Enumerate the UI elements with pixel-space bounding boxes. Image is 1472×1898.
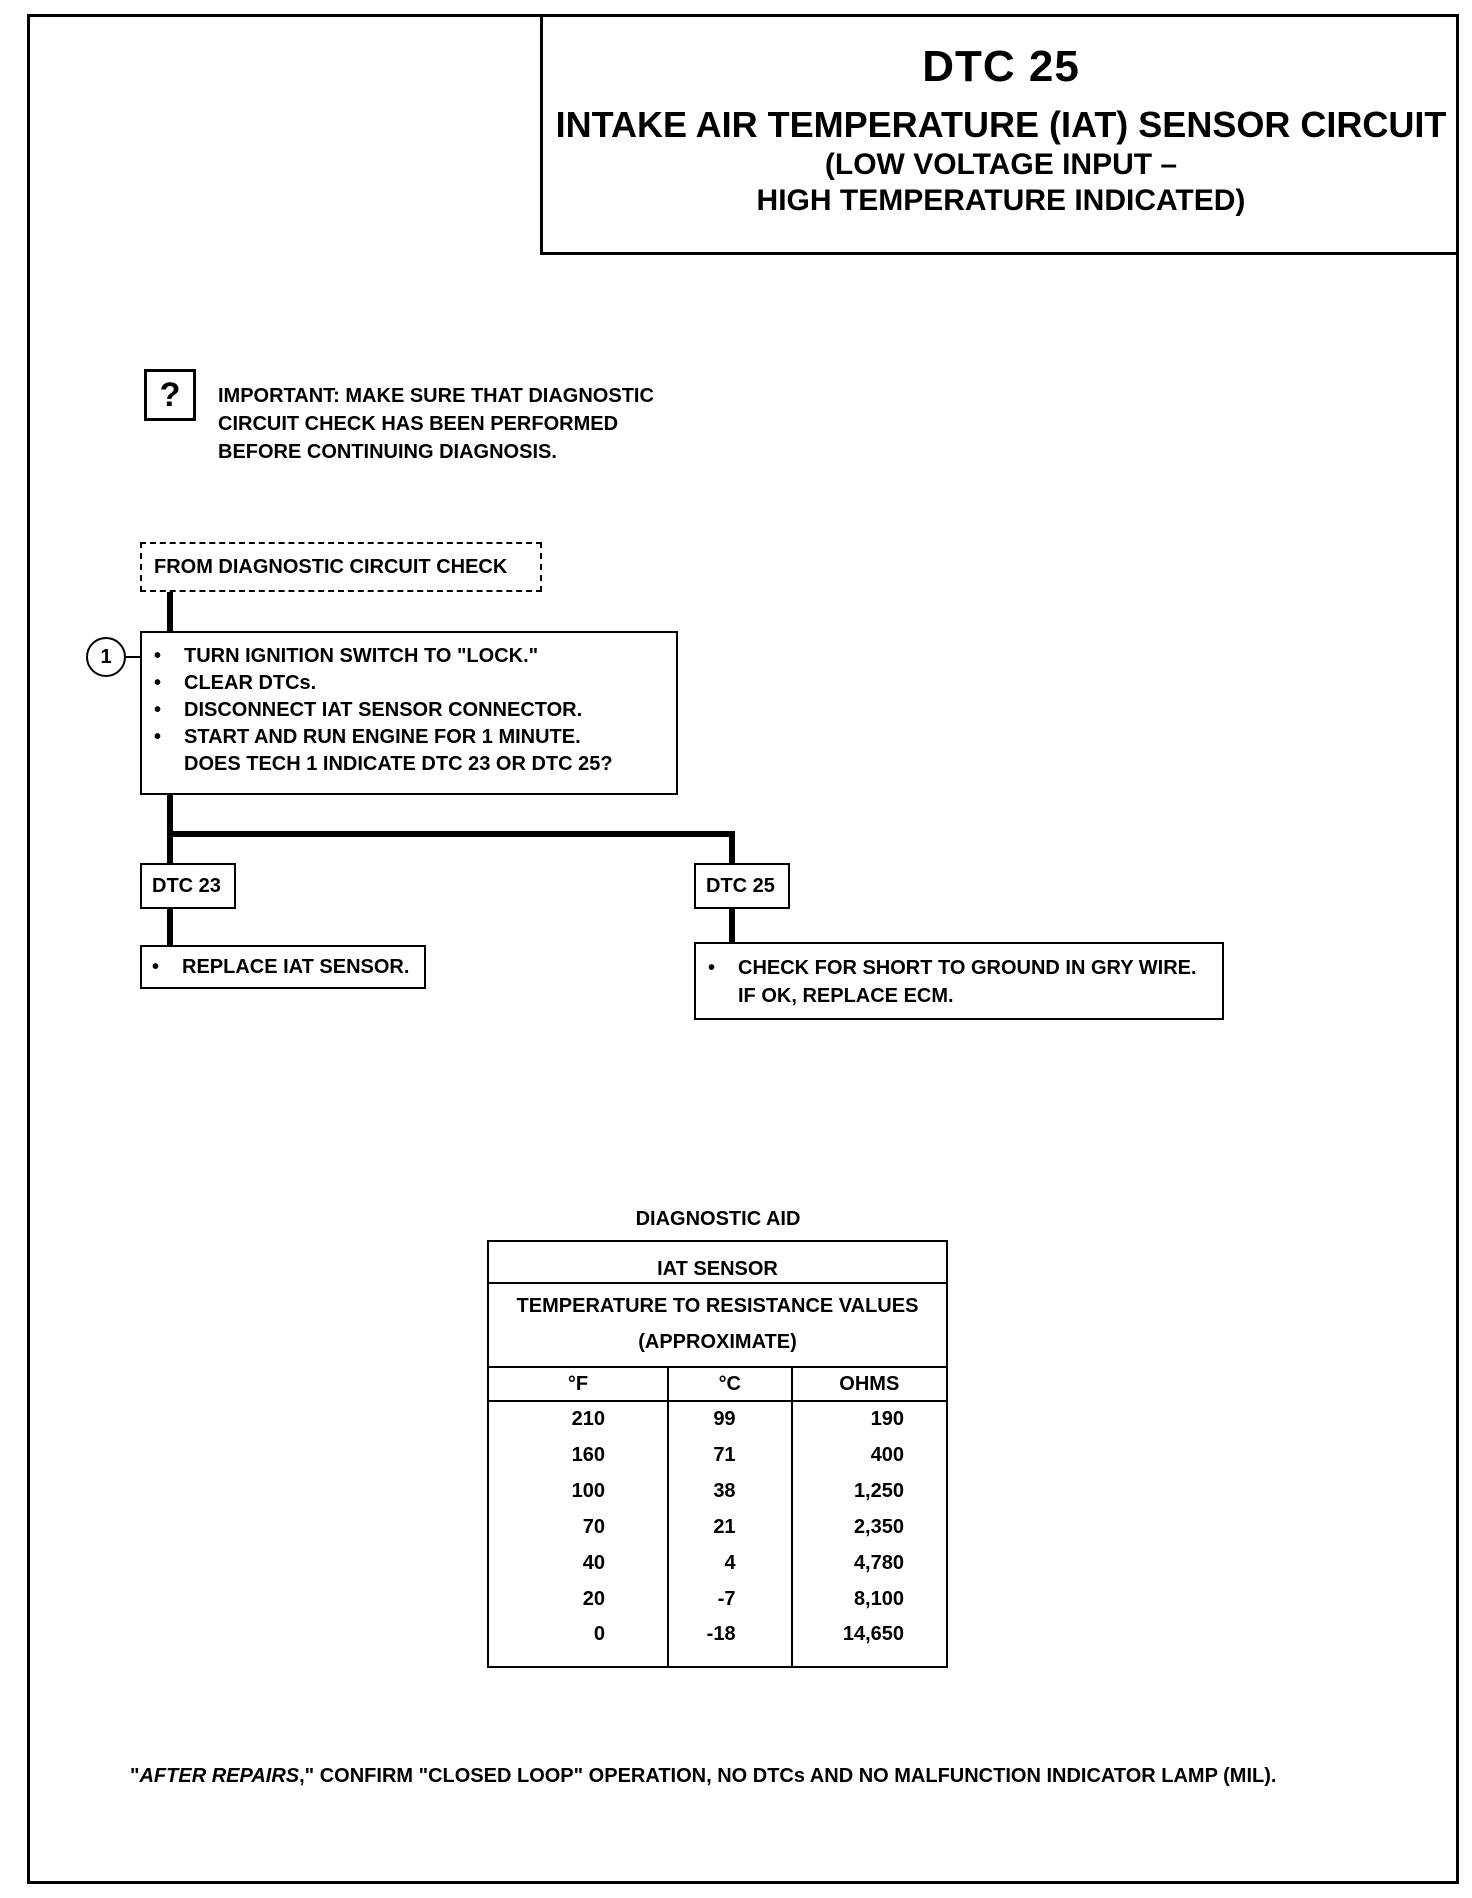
table-header-row [488, 1367, 947, 1401]
connector-branch-horizontal [167, 831, 735, 837]
step-number-badge: 1 [86, 637, 126, 677]
subtitle-line-3: (LOW VOLTAGE INPUT – [824, 148, 1178, 181]
table-title: IAT SENSOR [488, 1241, 947, 1283]
cell-fahrenheit: 160 [488, 1437, 668, 1473]
connector-to-dtc25 [729, 831, 735, 863]
connector-start-to-step [167, 592, 173, 632]
bullet-icon: • [708, 957, 716, 979]
cell-fahrenheit: 0 [488, 1617, 668, 1667]
replace-sensor-box [140, 945, 426, 989]
action-text: REPLACE IAT SENSOR. [182, 956, 410, 978]
important-line: IMPORTANT: MAKE SURE THAT DIAGNOSTIC [218, 385, 654, 407]
table-title-row [488, 1241, 947, 1283]
bullet-icon: • [154, 726, 162, 748]
cell-ohms: 1,250 [792, 1473, 947, 1509]
cell-celsius: 4 [668, 1545, 792, 1581]
cell-fahrenheit: 70 [488, 1509, 668, 1545]
cell-ohms: 4,780 [792, 1545, 947, 1581]
footer-emphasis: AFTER REPAIRS [139, 1765, 300, 1787]
cell-ohms: 8,100 [792, 1581, 947, 1617]
cell-celsius: -7 [668, 1581, 792, 1617]
table-subtitle-line: TEMPERATURE TO RESISTANCE VALUES [516, 1295, 919, 1317]
table-subtitle [488, 1283, 947, 1367]
table-row [488, 1473, 947, 1509]
cell-celsius: -18 [668, 1617, 792, 1667]
page-title: DTC 25 [922, 42, 1080, 91]
column-header-fahrenheit: °F [488, 1367, 668, 1401]
step-badge-connector [126, 656, 140, 658]
connector-dtc23-to-action [167, 909, 173, 945]
table-subtitle-line: (APPROXIMATE) [638, 1331, 797, 1353]
cell-celsius: 21 [668, 1509, 792, 1545]
step-bullet [154, 670, 676, 697]
page-subtitle: INTAKE AIR TEMPERATURE (IAT) SENSOR CIRCUIT [555, 104, 1447, 145]
check-short-box [694, 942, 1224, 1020]
connector-dtc25-to-action [729, 909, 735, 942]
start-box: FROM DIAGNOSTIC CIRCUIT CHECK [140, 542, 542, 592]
subtitle-line-4: HIGH TEMPERATURE INDICATED) [756, 184, 1246, 217]
footer-text: ," CONFIRM "CLOSED LOOP" OPERATION, NO DTCs AND NO MALFUNCTION INDICATOR LAMP (MIL). [299, 1765, 1277, 1787]
step-1-box [140, 631, 678, 795]
table-subtitle-row [488, 1283, 947, 1367]
table-row [488, 1401, 947, 1437]
cell-fahrenheit: 100 [488, 1473, 668, 1509]
table-row [488, 1581, 947, 1617]
step-bullet-text: START AND RUN ENGINE FOR 1 MINUTE. [184, 726, 581, 748]
connector-step-down [167, 795, 173, 863]
step-bullet-text: DISCONNECT IAT SENSOR CONNECTOR. [184, 699, 583, 721]
cell-fahrenheit: 40 [488, 1545, 668, 1581]
branch-dtc23-box: DTC 23 [140, 863, 236, 909]
cell-ohms: 2,350 [792, 1509, 947, 1545]
branch-dtc25-box: DTC 25 [694, 863, 790, 909]
action-bullet [152, 956, 424, 979]
cell-celsius: 38 [668, 1473, 792, 1509]
important-note [218, 382, 738, 466]
action-bullet [708, 954, 1222, 982]
cell-fahrenheit: 20 [488, 1581, 668, 1617]
step-bullet-text: CLEAR DTCs. [184, 672, 317, 694]
cell-celsius: 71 [668, 1437, 792, 1473]
cell-celsius: 99 [668, 1401, 792, 1437]
action-text-continued: IF OK, REPLACE ECM. [738, 985, 954, 1007]
iat-resistance-table [487, 1240, 948, 1668]
table-row [488, 1617, 947, 1667]
action-text: CHECK FOR SHORT TO GROUND IN GRY WIRE. [738, 957, 1197, 979]
important-icon: ? [144, 369, 196, 421]
bullet-icon: • [154, 645, 162, 667]
step-question: DOES TECH 1 INDICATE DTC 23 OR DTC 25? [184, 753, 613, 775]
column-header-celsius: °C [668, 1367, 792, 1401]
cell-ohms: 14,650 [792, 1617, 947, 1667]
step-bullet [154, 697, 676, 724]
cell-ohms: 400 [792, 1437, 947, 1473]
cell-ohms: 190 [792, 1401, 947, 1437]
table-row [488, 1509, 947, 1545]
diagnostic-aid-title: DIAGNOSTIC AID [635, 1208, 801, 1230]
bullet-icon: • [154, 672, 162, 694]
step-bullet [154, 724, 676, 751]
table-row [488, 1545, 947, 1581]
important-line: CIRCUIT CHECK HAS BEEN PERFORMED [218, 413, 619, 435]
step-bullet [154, 643, 676, 670]
table-row [488, 1437, 947, 1473]
bullet-icon: • [152, 956, 160, 978]
bullet-icon: • [154, 699, 162, 721]
column-header-ohms: OHMS [792, 1367, 947, 1401]
footer-quote: " [130, 1765, 140, 1787]
cell-fahrenheit: 210 [488, 1401, 668, 1437]
title-box [540, 14, 1459, 255]
step-bullet-text: TURN IGNITION SWITCH TO "LOCK." [184, 645, 539, 667]
after-repairs-note [130, 1765, 1276, 1788]
important-line: BEFORE CONTINUING DIAGNOSIS. [218, 441, 557, 463]
